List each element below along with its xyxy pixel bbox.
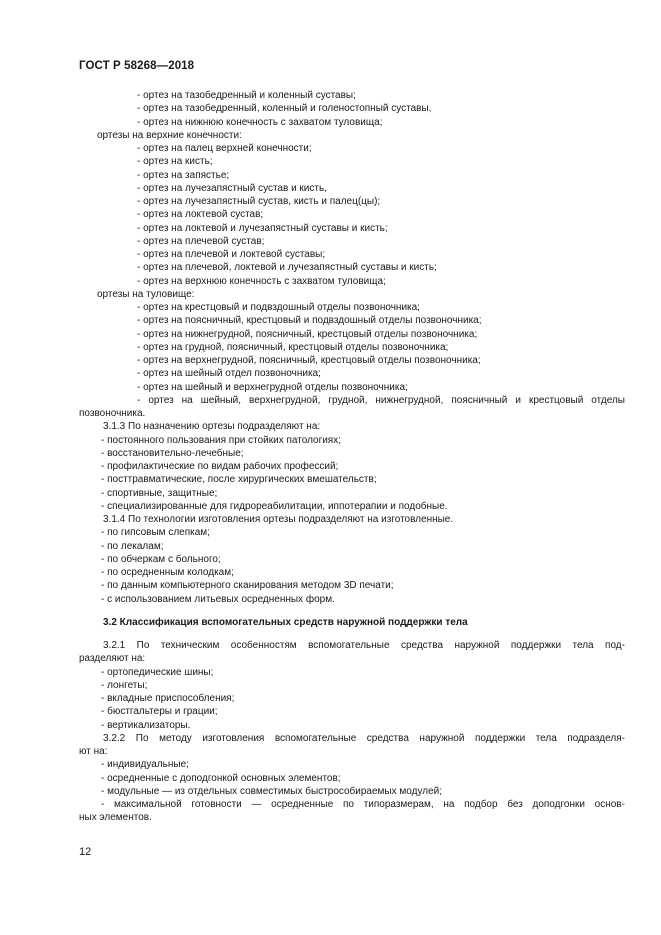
list-item: - по гипсовым слепкам; xyxy=(101,527,210,539)
document-header: ГОСТ Р 58268—2018 xyxy=(79,60,195,72)
word: крестцовый xyxy=(528,394,584,406)
list-item: - с использованием литьевых осредненных форм. xyxy=(101,593,335,605)
list-item: - осредненные с доподгонкой основных элементов; xyxy=(101,772,341,784)
word: техническим xyxy=(160,640,220,651)
word: готовности xyxy=(191,799,242,810)
word: ортез xyxy=(148,394,174,406)
word: типоразмерам, xyxy=(363,799,434,810)
word: методу xyxy=(159,732,192,744)
paragraph-3-1-3: 3.1.3 По назначению ортезы подразделяют на: xyxy=(103,421,321,433)
word: - xyxy=(101,799,105,810)
word: особенностям xyxy=(230,640,297,651)
list-item: - ортез на запястье; xyxy=(137,169,230,181)
upper-limb-heading: ортезы на верхние конечности: xyxy=(97,129,242,141)
word: изготовления xyxy=(202,732,265,744)
word: - xyxy=(137,394,141,406)
list-item: - вертикализаторы. xyxy=(101,719,191,731)
list-item: - ортез на плечевой сустав; xyxy=(137,235,265,247)
list-item: - ортез на плечевой, локтевой и лучезапястный суставы и кисть; xyxy=(137,262,437,274)
list-item: - ортез на локтевой сустав; xyxy=(137,209,264,221)
word: 3.2.1 xyxy=(103,640,126,651)
list-item: - ортез на кисть; xyxy=(137,156,213,168)
list-item: - постоянного пользования при стойких патологиях; xyxy=(101,434,341,446)
list-item: - ортез на поясничный, крестцовый и подвздошный отделы позвоночника; xyxy=(137,315,482,327)
word: и xyxy=(515,394,521,406)
paragraph-3-2-2-last-item xyxy=(79,798,625,811)
word: 3.2.2 xyxy=(103,732,126,744)
paragraph-3-2-2-last-continuation: ных элементов. xyxy=(79,812,152,824)
trunk-last-item xyxy=(79,394,625,407)
word: основ- xyxy=(594,799,625,810)
word: подбор xyxy=(464,799,498,810)
list-item: - посттравматические, после хирургических вмешательств; xyxy=(101,474,377,486)
word: осредненные xyxy=(271,799,334,810)
word: поддержки xyxy=(510,640,562,651)
word: грудной, xyxy=(328,394,368,406)
trunk-last-continuation: позвоночника. xyxy=(79,408,146,419)
paragraph-3-2-2 xyxy=(79,732,625,745)
paragraph-3-2-2-continuation: ют на: xyxy=(79,746,108,757)
word: тела xyxy=(572,640,594,651)
list-item: - ортез на шейный отдел позвоночника; xyxy=(137,368,321,380)
word: — xyxy=(251,799,262,810)
paragraph-3-2-1-continuation: разделяют на: xyxy=(79,653,146,665)
paragraph-3-1-4: 3.1.4 По технологии изготовления ортезы подразделяют на изготовленные. xyxy=(103,514,454,525)
word: под- xyxy=(605,640,625,651)
list-item: - ортез на верхнегрудной, поясничный, крестцовый отделы позвоночника; xyxy=(137,355,481,366)
list-item: - спортивные, защитные; xyxy=(101,487,218,499)
list-item: - специализированные для гидрореабилитации, иппотерапии и подобные. xyxy=(101,500,448,512)
list-item: - ортез на палец верхней конечности; xyxy=(137,143,312,154)
list-item: - ортез на лучезапястный сустав, кисть и палец(цы); xyxy=(137,196,381,207)
list-item: - ортез на тазобедренный, коленный и голеностопный суставы, xyxy=(137,103,432,115)
word: вспомогательные xyxy=(274,732,357,744)
word: наружной xyxy=(454,640,500,651)
list-item: - профилактические по видам рабочих профессий; xyxy=(101,461,339,472)
word: без xyxy=(507,799,523,810)
list-item: - ортез на шейный и верхнегрудной отделы позвоночника; xyxy=(137,381,408,393)
list-item: - ортез на локтевой и лучезапястный суставы и кисть; xyxy=(137,222,388,234)
list-item: - индивидуальные; xyxy=(101,759,189,771)
word: средства xyxy=(400,640,444,651)
list-item: - ортез на грудной, поясничный, крестцовый отделы позвоночника; xyxy=(137,341,449,353)
list-item: - вкладные приспособления; xyxy=(101,693,235,704)
list-item: - ортез на нижнегрудной, поясничный, крестцовый отделы позвоночника; xyxy=(137,328,478,340)
word: наружной xyxy=(419,732,465,744)
word: По xyxy=(136,640,150,651)
word: нижнегрудной, xyxy=(375,394,444,406)
word: доподгонки xyxy=(532,799,585,810)
word: по xyxy=(343,799,354,810)
list-item: - ортопедические шины; xyxy=(101,666,214,678)
word: тела xyxy=(535,732,557,744)
list-item: - модульные — из отдельных совместимых быстрособираемых модулей; xyxy=(101,785,442,797)
list-item: - по обчеркам с больного; xyxy=(101,553,221,565)
list-item: - восстановительно-лечебные; xyxy=(101,447,244,459)
word: верхнегрудной, xyxy=(249,394,321,406)
paragraph-3-2-1 xyxy=(79,639,625,652)
list-item: - ортез на плечевой и локтевой суставы; xyxy=(137,249,326,260)
list-item: - бюстгальтеры и грации; xyxy=(101,706,218,718)
section-3-2-heading: 3.2 Классификация вспомогательных средств наружной поддержки тела xyxy=(103,616,468,628)
word: шейный, xyxy=(200,394,241,406)
word: По xyxy=(135,732,149,744)
trunk-heading: ортезы на туловище: xyxy=(97,288,195,300)
word: вспомогательные xyxy=(308,640,390,651)
word: подразделя- xyxy=(567,732,625,744)
list-item: - ортез на лучезапястный сустав и кисть, xyxy=(137,182,327,194)
list-item: - по лекалам; xyxy=(101,540,164,552)
word: максимальной xyxy=(114,799,182,810)
word: на xyxy=(443,799,455,810)
list-item: - ортез на верхнюю конечность с захватом туловища; xyxy=(137,275,386,287)
list-item: - по данным компьютерного сканирования методом 3D печати; xyxy=(101,580,394,592)
word: отделы xyxy=(591,394,625,406)
word: на xyxy=(181,394,193,406)
list-item: - ортез на тазобедренный и коленный суставы; xyxy=(137,90,356,101)
word: поясничный xyxy=(451,394,508,406)
word: поддержки xyxy=(474,732,526,744)
list-item: - по осредненным колодкам; xyxy=(101,567,234,578)
list-item: - лонгеты; xyxy=(101,679,148,691)
list-item: - ортез на нижнюю конечность с захватом туловища; xyxy=(137,116,383,128)
word: средства xyxy=(366,732,409,744)
list-item: - ортез на крестцовый и подвздошный отделы позвоночника; xyxy=(137,302,420,313)
document-body xyxy=(79,89,625,825)
page-number: 12 xyxy=(79,846,92,858)
